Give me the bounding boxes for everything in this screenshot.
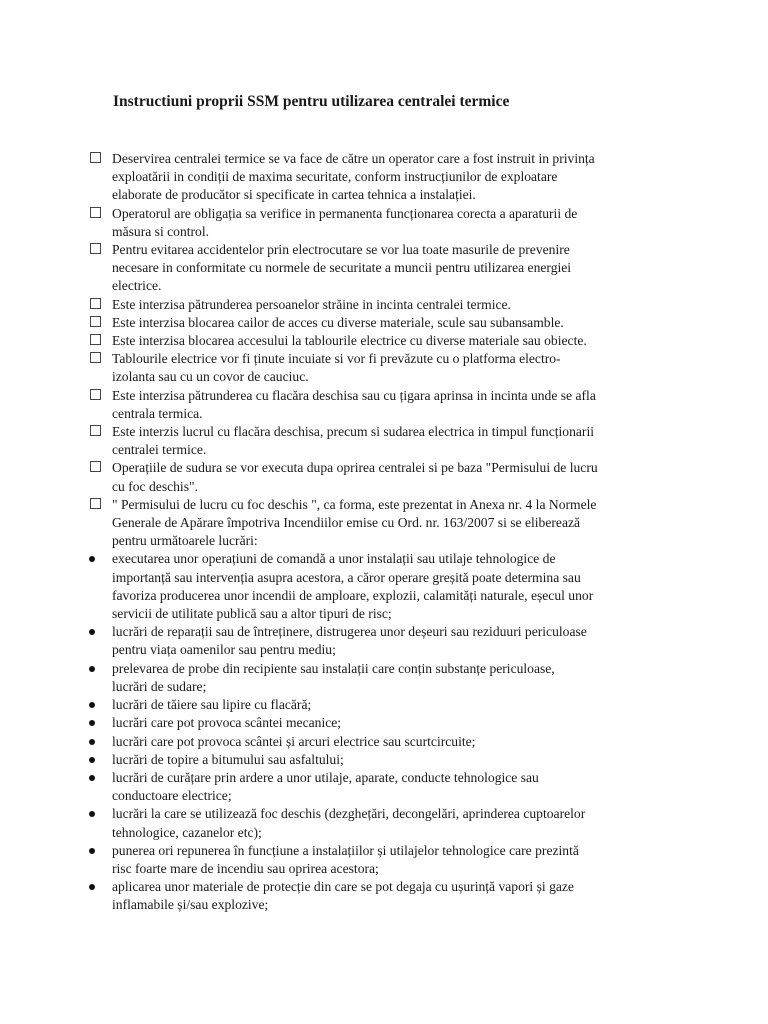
- bullet-list-item: [88, 805, 688, 841]
- bullet-icon: [89, 757, 95, 763]
- bullet-icon: [89, 702, 95, 708]
- list-item-text: prelevarea de probe din recipiente sau instalații care conțin substanțe periculoase, lucrări de sudare;: [112, 660, 555, 694]
- list-item-text: lucrări de curățare prin ardere a unor utilaje, aparate, conducte tehnologice sau conductoare electrice;: [112, 769, 539, 804]
- checkbox-list-item: [88, 150, 688, 205]
- checkbox-icon: [90, 425, 101, 436]
- checkbox-list-item: [88, 387, 688, 423]
- bullet-icon: [89, 739, 95, 745]
- list-item-text: lucrări care pot provoca scântei și arcuri electrice sau scurtcircuite;: [112, 733, 476, 749]
- list-item-text: lucrări de topire a bitumului sau asfaltului;: [112, 751, 344, 767]
- bullet-icon: [89, 720, 95, 726]
- list-item-text: executarea unor operațiuni de comandă a unor instalații sau utilaje tehnologice de importanță sau intervenția asupra acestora, a căror operare greșită poate determina sau favoriza producerea unor incendii de amploare, explozii, calamități naturale, eșecul unor servicii de utilitate publică sau a altor tipuri de risc;: [112, 551, 594, 622]
- checkbox-icon: [90, 334, 101, 345]
- list-item-text: lucrări la care se utilizează foc deschis (dezghețări, decongelări, aprinderea cuptoarelor tehnologice, cazanelor etc);: [112, 806, 586, 840]
- checkbox-list-item: [88, 496, 688, 551]
- list-item-text: Este interzis lucrul cu flacăra deschisa, precum si sudarea electrica in timpul funcționarii centralei termice.: [112, 424, 595, 458]
- checkbox-icon: [90, 498, 101, 509]
- bullet-list-item: [88, 696, 688, 714]
- checkbox-list-item: [88, 350, 688, 386]
- list-item-text: Pentru evitarea accidentelor prin electrocutare se vor lua toate masurile de prevenire necesare in conformitate cu normele de securitate a muncii pentru utilizarea energiei electrice.: [112, 242, 572, 294]
- checkbox-list-item: [88, 296, 688, 314]
- checkbox-icon: [90, 389, 101, 400]
- list-item-text: punerea ori repunerea în funcțiune a instalațiilor și utilajelor tehnologice care prezintă risc foarte mare de incendiu sau oprirea acestora;: [112, 842, 579, 876]
- bullet-icon: [89, 848, 95, 854]
- bullet-list-item: [88, 751, 688, 769]
- bullet-list-item: [88, 769, 688, 805]
- checkbox-icon: [90, 207, 101, 218]
- document-title: Instructiuni proprii SSM pentru utilizarea centralei termice: [113, 93, 510, 110]
- bullet-icon: [89, 556, 95, 562]
- bullet-icon: [89, 811, 95, 817]
- bullet-list-item: [88, 550, 688, 623]
- bullet-list-item: [88, 733, 688, 751]
- bullet-icon: [89, 629, 95, 635]
- checkbox-list-item: [88, 423, 688, 459]
- checkbox-icon: [90, 152, 101, 163]
- bullet-list-item: [88, 842, 688, 878]
- checkbox-list-item: [88, 205, 688, 241]
- list-item-text: " Permisului de lucru cu foc deschis ", ca forma, este prezentat in Anexa nr. 4 la Normele Generale de Apărare împotriva Incendiilor emise cu Ord. nr. 163/2007 si se eliberează pentru următoarele lucrări:: [112, 496, 597, 549]
- bullet-list-item: [88, 878, 688, 914]
- bullet-list-item: [88, 714, 688, 732]
- list-item-text: Este interzisa pătrunderea cu flacăra deschisa sau cu țigara aprinsa in incinta unde se afla centrala termica.: [112, 387, 596, 421]
- checkbox-icon: [90, 316, 101, 327]
- bullet-list-item: [88, 660, 688, 696]
- list-item-text: Tablourile electrice vor fi ținute incuiate si vor fi prevăzute cu o platforma electro- izolanta sau cu un covor de cauciuc.: [112, 351, 561, 385]
- bullet-icon: [89, 775, 95, 781]
- bullet-icon: [89, 884, 95, 890]
- list-item-text: Este interzisa blocarea accesului la tablourile electrice cu diverse materiale sau obiecte.: [112, 333, 587, 349]
- instruction-list: [88, 150, 688, 915]
- list-item-text: Este interzisa blocarea cailor de acces cu diverse materiale, scule sau subansamble.: [112, 314, 564, 330]
- checkbox-icon: [90, 243, 101, 254]
- list-item-text: Operatorul are obligația sa verifice in permanenta funcționarea corecta a aparaturii de măsura si control.: [112, 205, 578, 239]
- checkbox-icon: [90, 298, 101, 309]
- checkbox-list-item: [88, 459, 688, 495]
- checkbox-icon: [90, 461, 101, 472]
- list-item-text: Deservirea centralei termice se va face de către un operator care a fost instruit in privința exploatării in condiții de maxima securitate, conform instrucțiunilor de exploatare elaborate de producător si specificate in cartea tehnica a instalației.: [112, 151, 595, 203]
- list-item-text: lucrări de reparații sau de întreținere, distrugerea unor deșeuri sau reziduuri periculoase pentru viața oamenilor sau pentru mediu;: [112, 624, 587, 658]
- checkbox-list-item: [88, 332, 688, 350]
- checkbox-icon: [90, 352, 101, 363]
- list-item-text: Este interzisa pătrunderea persoanelor străine in incinta centralei termice.: [112, 296, 511, 312]
- checkbox-list-item: [88, 241, 688, 296]
- list-item-text: lucrări de tăiere sau lipire cu flacără;: [112, 697, 312, 713]
- list-item-text: aplicarea unor materiale de protecție din care se pot degaja cu ușurință vapori și gaze inflamabile și/sau explozive;: [112, 879, 574, 913]
- list-item-text: Operațiile de sudura se vor executa dupa oprirea centralei si pe baza "Permisului de lucru cu foc deschis".: [112, 460, 598, 494]
- checkbox-list-item: [88, 314, 688, 332]
- bullet-list-item: [88, 623, 688, 659]
- list-item-text: lucrări care pot provoca scântei mecanice;: [112, 715, 342, 731]
- bullet-icon: [89, 666, 95, 672]
